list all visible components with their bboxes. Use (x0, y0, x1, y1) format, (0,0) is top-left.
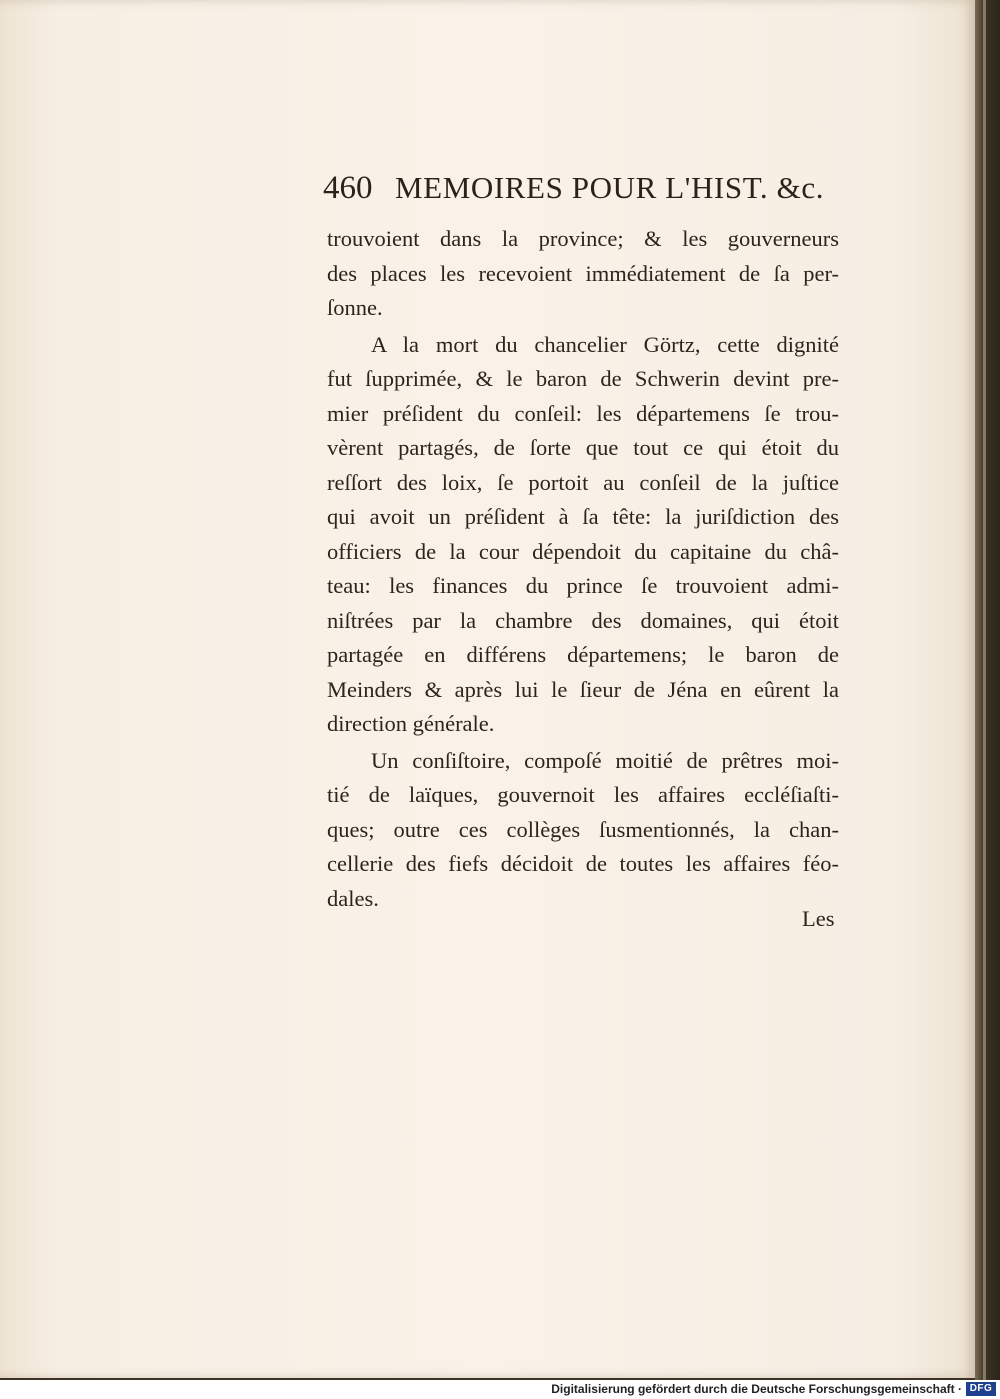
text-line: vèrent partagés, de ſorte que tout ce qui étoit du (327, 435, 839, 460)
text-line: trouvoient dans la province; & les gouverneurs (327, 226, 839, 251)
running-title: MEMOIRES POUR L'HIST. &c. (395, 170, 825, 205)
book-edge (975, 0, 1000, 1380)
text-line: niſtrées par la chambre des domaines, qui étoit (327, 607, 839, 633)
page-number: 460 (323, 170, 373, 206)
text-line: ques; outre ces collèges ſusmentionnés, la chan- (327, 816, 839, 842)
text-line: direction générale. (327, 711, 495, 736)
body-text (327, 222, 839, 916)
text-line: mier préſident du conſeil: les départemens ſe trou- (327, 400, 839, 426)
catchword: Les (802, 906, 835, 931)
text-line: des places les recevoient immédiatement de ſa per- (327, 260, 839, 286)
text-line: tié de laïques, gouvernoit les affaires eccléſiaſti- (327, 782, 839, 807)
text-line: dales. (327, 885, 379, 911)
dfg-logo-icon: DFG (966, 1382, 996, 1396)
funding-credit: Digitalisierung gefördert durch die Deutsche Forschungsgemeinschaft · (551, 1382, 962, 1396)
text-line: officiers de la cour dépendoit du capitaine du châ- (327, 538, 839, 564)
text-line: teau: les finances du prince ſe trouvoient admi- (327, 573, 839, 598)
text-line: cellerie des fiefs décidoit de toutes les affaires féo- (327, 851, 839, 876)
page-header (323, 168, 823, 208)
text-line: reſſort des loix, ſe portoit au conſeil de la juſtice (327, 469, 839, 495)
footer-bar (0, 1380, 1000, 1399)
text-line: fut ſupprimée, & le baron de Schwerin devint pre- (327, 366, 839, 391)
text-line: qui avoit un préſident à ſa tête: la juriſdiction des (327, 504, 839, 529)
page-edge-strip (983, 0, 986, 1380)
text-line: ſonne. (327, 295, 383, 320)
text-line: A la mort du chancelier Görtz, cette dignité (371, 331, 839, 357)
text-line: Meinders & après lui le ſieur de Jéna en eûrent la (327, 676, 839, 702)
text-line: Un conſiſtoire, compoſé moitié de prêtres moi- (371, 747, 839, 773)
text-line: partagée en différens départemens; le baron de (327, 642, 839, 667)
